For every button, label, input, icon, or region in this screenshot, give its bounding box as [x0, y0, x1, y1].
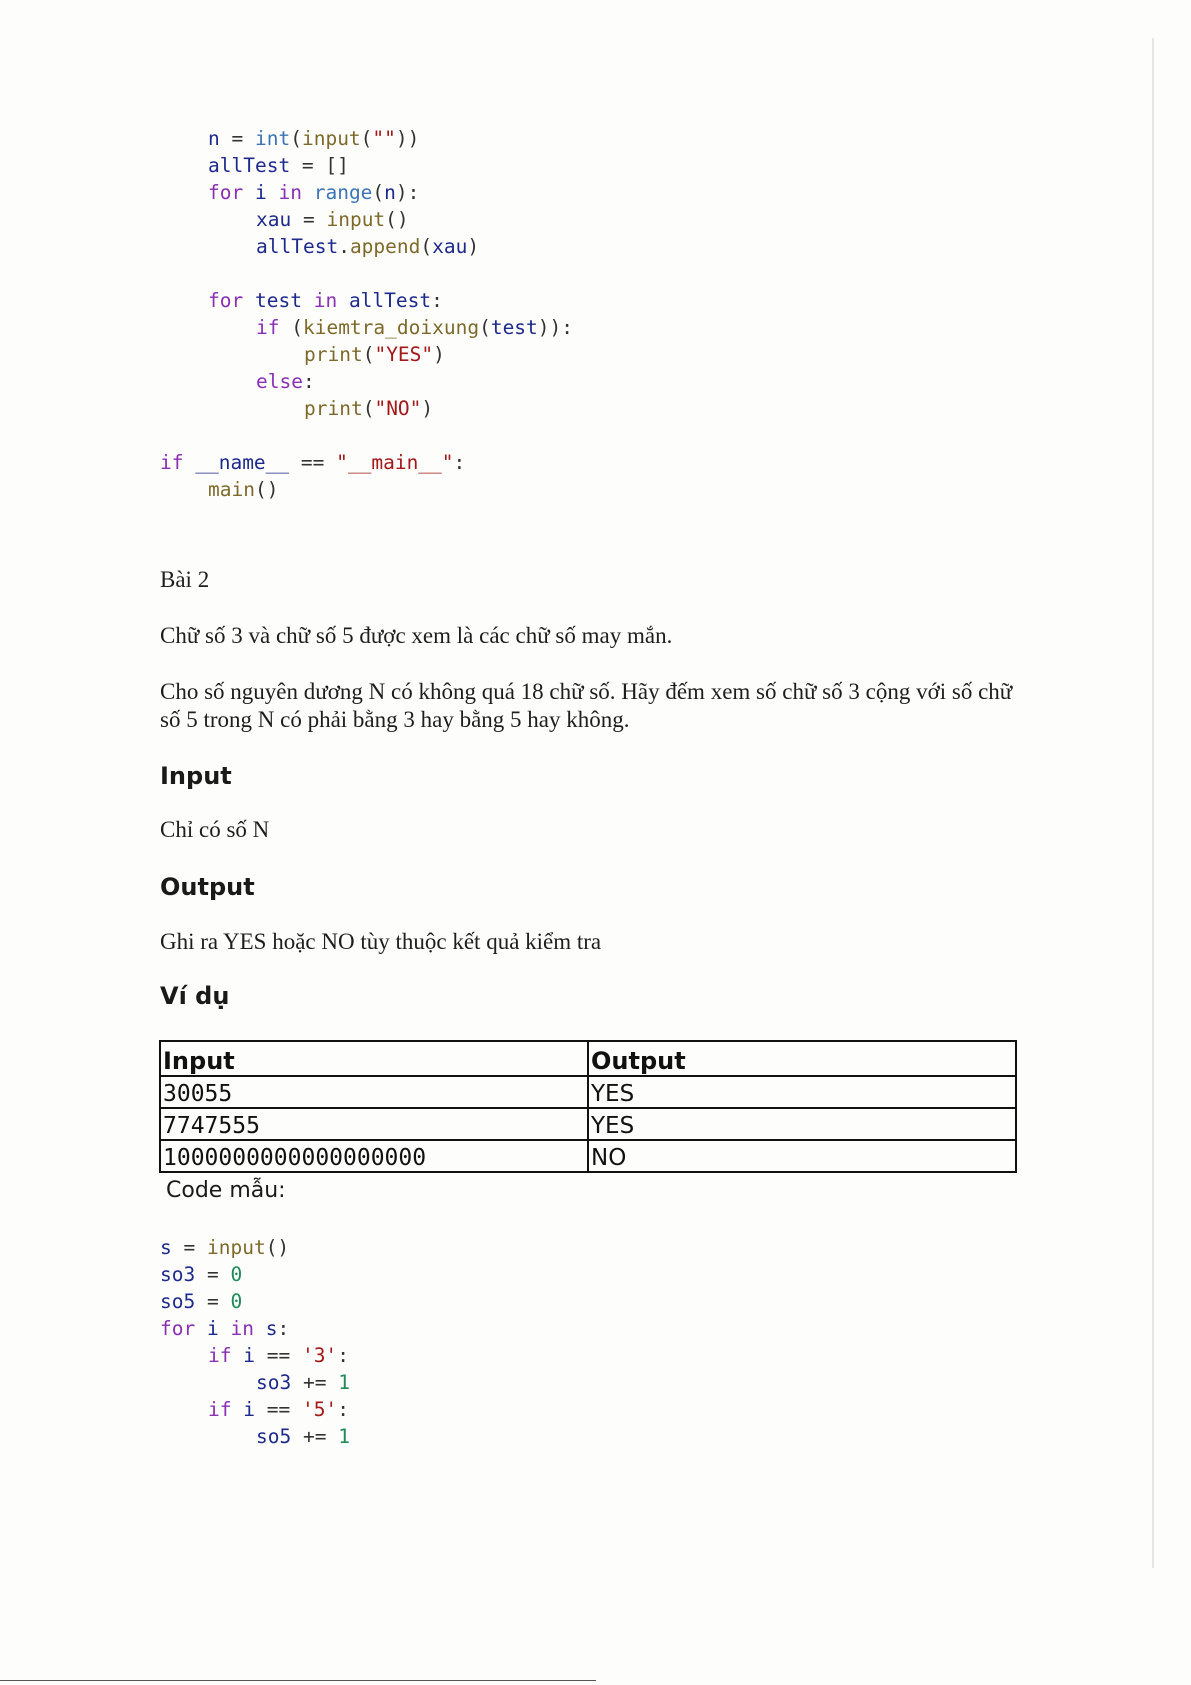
page-edge [1152, 38, 1154, 1568]
code-token: so5 [160, 1290, 196, 1313]
code-token: test [490, 316, 538, 339]
code-token [219, 1317, 231, 1340]
code-token [337, 289, 349, 312]
code-token: ( [362, 397, 375, 420]
code-token: allTest [208, 154, 291, 177]
code-token: int [254, 127, 291, 150]
code-token: print [304, 397, 363, 420]
table-header-row [160, 1041, 1016, 1076]
code-token: i [243, 1398, 255, 1421]
table-cell-input: 30055 [160, 1076, 588, 1108]
problem-title: Bài 2 [160, 567, 210, 592]
table-row [160, 1140, 1016, 1172]
code-line [160, 260, 573, 287]
code-token: n [384, 181, 396, 204]
code-token: '5' [301, 1398, 338, 1421]
code-token: : [561, 316, 574, 339]
code-token: : [277, 1317, 290, 1340]
code-token [243, 181, 255, 204]
code-token: in [230, 1317, 254, 1340]
code-token: kiemtra_doixung [302, 316, 480, 339]
code-token: == [254, 1398, 302, 1421]
header-input: Input [160, 1041, 588, 1076]
code-line [160, 422, 573, 449]
code-line [160, 1261, 350, 1288]
code-token: )) [537, 316, 562, 339]
code-line [160, 314, 573, 341]
table-cell-input: 7747555 [160, 1108, 588, 1140]
code-token: i [206, 1317, 219, 1340]
code-token: s [160, 1236, 172, 1259]
code-token: so3 [256, 1371, 292, 1394]
output-heading: Output [160, 873, 255, 901]
code-token: so5 [256, 1425, 292, 1448]
code-token: for [208, 289, 244, 312]
code-token: "" [372, 127, 396, 150]
code-token: 0 [230, 1263, 243, 1286]
code-token: : [453, 451, 466, 474]
code-token: : [337, 1398, 349, 1421]
code-token: : [337, 1344, 349, 1367]
code-line [160, 395, 573, 422]
code-token: ) [433, 343, 445, 366]
code-token: . [338, 235, 350, 258]
code-token [195, 1317, 207, 1340]
code-token: input [206, 1236, 266, 1259]
code-token: if [208, 1398, 232, 1421]
code-line [160, 449, 573, 476]
code-token [183, 451, 195, 474]
code-token: = [171, 1236, 207, 1259]
code-line [160, 206, 573, 233]
code-token: if [256, 316, 280, 339]
code-token: n [208, 127, 220, 150]
code-token: in [313, 289, 338, 312]
code-token: 0 [230, 1290, 243, 1313]
code-token: else [256, 370, 303, 393]
code-token: += [291, 1371, 339, 1394]
code-token: ( [279, 316, 303, 339]
code-token: for [160, 1317, 196, 1340]
code-token: print [304, 343, 363, 366]
code-token: "__main__" [336, 451, 454, 474]
code-token: = [291, 208, 327, 231]
problem-statement-2: Cho số nguyên dương N có không quá 18 chữ số. Hãy đếm xem số chữ số 3 cộng với số chữ số 5 trong N có phải bằng 3 hay bằng 5 hay không. [160, 679, 1013, 732]
code-line [160, 179, 573, 206]
code-token [231, 1344, 243, 1367]
code-token [254, 1317, 266, 1340]
code-token: : [302, 370, 315, 393]
code-token: = [195, 1290, 231, 1313]
code-token [243, 289, 255, 312]
header-output: Output [588, 1041, 1016, 1076]
problem-statement-1: Chữ số 3 và chữ số 5 được xem là các chữ số may mắn. [160, 623, 673, 648]
code-token: if [208, 1344, 232, 1367]
code-token: = [219, 127, 255, 150]
code-token: 1 [338, 1371, 350, 1394]
code-block-sample [160, 1234, 350, 1450]
table-cell-output: YES [588, 1076, 1016, 1108]
footer-rule [0, 1680, 596, 1681]
code-token: = [195, 1263, 231, 1286]
input-heading: Input [160, 762, 232, 790]
code-token: ( [372, 181, 385, 204]
code-token: allTest [348, 289, 432, 312]
table-cell-output: NO [588, 1140, 1016, 1172]
code-token: main [208, 478, 255, 501]
code-token: 1 [338, 1425, 350, 1448]
code-token: () [385, 208, 409, 231]
example-heading: Ví dụ [160, 982, 230, 1010]
code-token: ) [421, 397, 434, 420]
table-cell-output: YES [588, 1108, 1016, 1140]
code-token: ( [360, 127, 373, 150]
code-line [160, 287, 573, 314]
code-token: __name__ [195, 451, 290, 474]
code-token [231, 1398, 243, 1421]
code-line [160, 152, 573, 179]
code-token: xau [432, 235, 468, 258]
code-token: in [278, 181, 302, 204]
code-token [302, 181, 314, 204]
code-line [160, 1315, 350, 1342]
code-line [160, 341, 573, 368]
code-token: range [313, 181, 373, 204]
code-line [160, 1342, 350, 1369]
code-token: if [160, 451, 184, 474]
code-token: () [254, 478, 279, 501]
code-token: ) [467, 235, 480, 258]
code-token: s [265, 1317, 278, 1340]
code-token: xau [256, 208, 292, 231]
code-token: == [254, 1344, 302, 1367]
code-token: == [289, 451, 337, 474]
table-row [160, 1076, 1016, 1108]
code-token: input [301, 127, 361, 150]
code-token: i [254, 181, 267, 204]
table-row [160, 1108, 1016, 1140]
code-token: ( [362, 343, 375, 366]
code-token: allTest [256, 235, 339, 258]
example-table [159, 1040, 1017, 1173]
code-token: ( [420, 235, 433, 258]
code-token [267, 181, 279, 204]
code-token: () [265, 1236, 290, 1259]
code-token: "NO" [374, 397, 422, 420]
code-token [302, 289, 314, 312]
code-line [160, 368, 573, 395]
code-token: '3' [301, 1344, 338, 1367]
code-token: i [243, 1344, 255, 1367]
table-cell-input: 1000000000000000000 [160, 1140, 588, 1172]
code-line [160, 1396, 350, 1423]
input-description: Chỉ có số N [160, 817, 270, 842]
code-line [160, 1288, 350, 1315]
code-caption: Code mẫu: [166, 1178, 286, 1203]
code-token: test [254, 289, 302, 312]
code-token: for [208, 181, 244, 204]
code-token: ( [290, 127, 302, 150]
code-token: append [349, 235, 421, 258]
code-token: ( [479, 316, 491, 339]
code-token: )) [395, 127, 420, 150]
code-line [160, 1369, 350, 1396]
code-line [160, 125, 573, 152]
code-token: : [431, 289, 443, 312]
code-token: input [326, 208, 386, 231]
code-line [160, 1423, 350, 1450]
code-line [160, 233, 573, 260]
output-description: Ghi ra YES hoặc NO tùy thuộc kết quả kiểm tra [160, 929, 602, 954]
code-token: ): [395, 181, 420, 204]
code-token: "YES" [374, 343, 434, 366]
code-token: = [] [290, 154, 349, 177]
code-token: so3 [160, 1263, 196, 1286]
code-line [160, 476, 573, 503]
code-block-main [160, 125, 573, 503]
code-token: += [291, 1425, 339, 1448]
code-line [160, 1234, 350, 1261]
